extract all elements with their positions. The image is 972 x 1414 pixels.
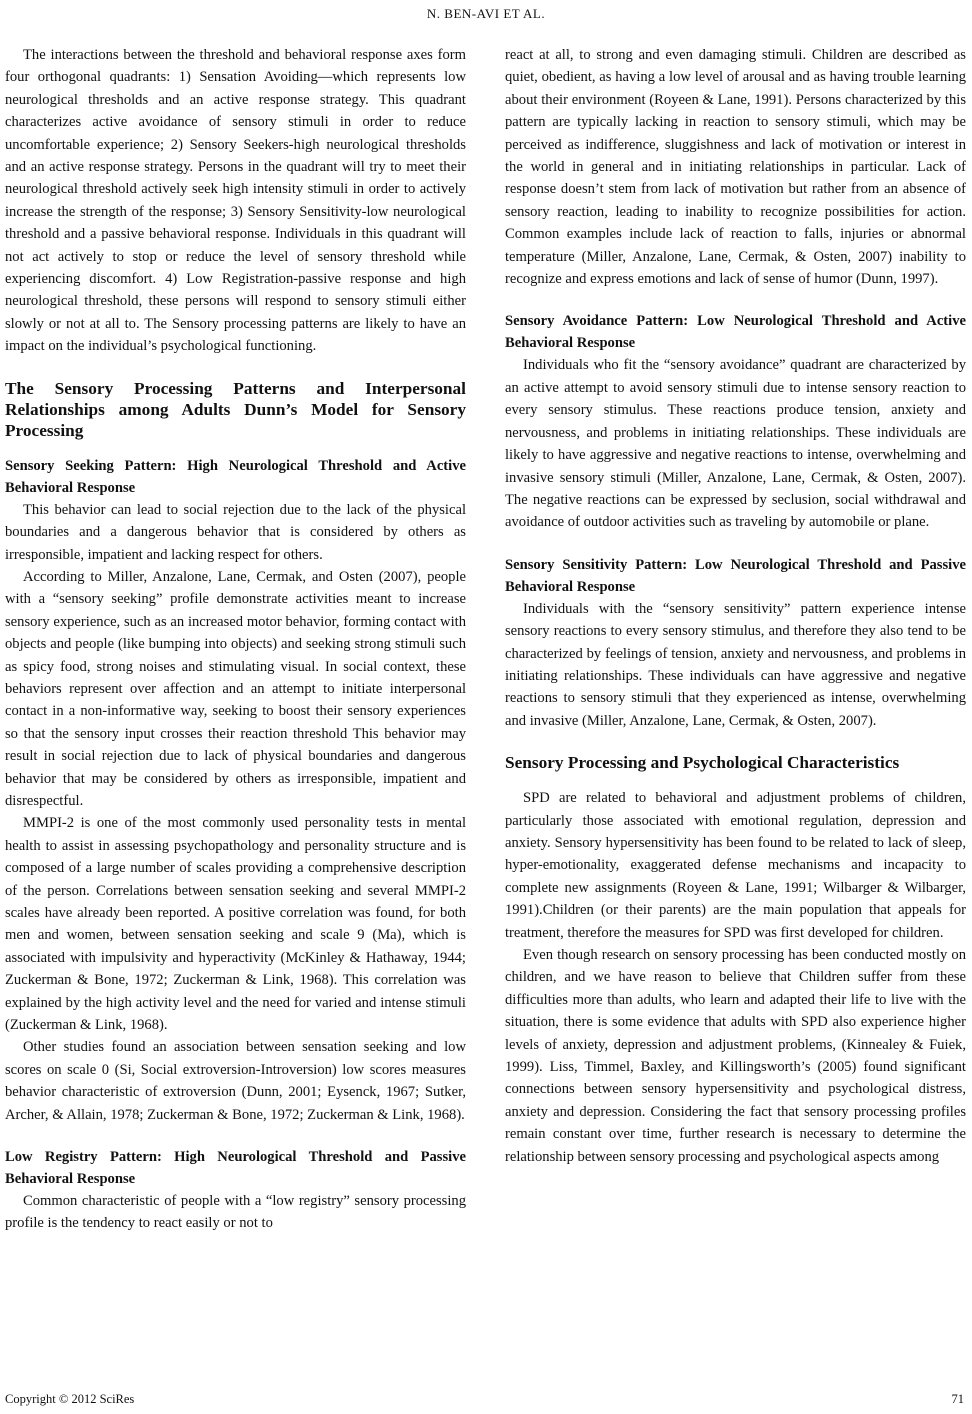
section-heading-psychological: Sensory Processing and Psychological Characteristics bbox=[505, 753, 900, 773]
subheading-sensory-sensitivity: Sensory Sensitivity Pattern: Low Neurological Threshold and Passive Behavioral Response bbox=[505, 556, 966, 595]
paragraph-registry-1: Common characteristic of people with a “low registry” sensory processing profile is the tendency to react easily or not to bbox=[5, 1193, 466, 1232]
right-column bbox=[505, 44, 966, 1168]
paragraph-seeking-2: According to Miller, Anzalone, Lane, Cermak, and Osten (2007), people with a “sensory seeking” profile demonstrate activities meant to increase sensory experience, such as an increased motor behavior, forming contact with objects and people (like bumping into objects) and seeking strong stimuli such as spicy food, strong noises and stimulating visual. In social context, these behaviors represent over affection and an attempt to initiate interpersonal contact in a non-informative way, seeking to boost their sensory experiences so that the sensory input crosses their reaction threshold This behavior may result in social rejection due to lack of physical boundaries and dangerous behavior that may be considered by others as irresponsible, impatient and disrespectful. bbox=[5, 568, 466, 809]
paragraph-seeking-4: Other studies found an association between sensation seeking and low scores on scale 0 (Si, Social extroversion-Introversion) low scores measures behavior characteristic of extroversion (Dunn, 2001; Eysenck, 1967; Sutker, Archer, & Allain, 1978; Zuckerman & Bone, 1972; Zuckerman & Link, 1968). bbox=[5, 1039, 466, 1123]
paragraph-seeking-1: This behavior can lead to social rejection due to the lack of the physical boundaries and a dangerous behavior that is considered by others as irresponsible, impatient and lacking respect for others. bbox=[5, 501, 466, 563]
footer-page-number: 71 bbox=[951, 1392, 964, 1406]
left-column bbox=[5, 44, 466, 1235]
subheading-low-registry: Low Registry Pattern: High Neurological Threshold and Passive Behavioral Response bbox=[5, 1149, 466, 1188]
paragraph-intro: The interactions between the threshold and behavioral response axes form four orthogonal quadrants: 1) Sensation Avoiding—which represents low neurological thresholds and an active response strategy. This quadrant characterizes active avoidance of sensory stimuli in order to reduce uncomfortable experience; 2) Sensory Seekers-high neurological thresholds and an active response strategy. Persons in the quadrant will try to meet their neurological threshold actively seek high intensity stimuli in order to actively increase the strength of the response; 3) Sensory Sensitivity-low neurological threshold and a passive behavioral response. Individuals in this quadrant will not act actively to stop or reduce the level of sensory threshold while experiencing discomfort. 4) Low Registration-passive response and high neurological threshold, these persons will respond to sensory stimuli either slowly or not at all to. The Sensory processing patterns are likely to have an impact on the individual’s psychological functioning. bbox=[5, 47, 466, 355]
footer-copyright: Copyright © 2012 SciRes bbox=[5, 1392, 135, 1406]
subheading-sensory-seeking: Sensory Seeking Pattern: High Neurological Threshold and Active Behavioral Response bbox=[5, 457, 466, 496]
paragraph-sensitivity: Individuals with the “sensory sensitivity” pattern experience intense sensory reactions to every sensory stimulus, and therefore they also tend to be characterized by feelings of tension, anxiety and nervousness, and problems in initiating relationships. These individuals can have aggressive and negative reactions to sensory stimuli that they experienced as intense, overwhelming and invasive (Miller, Anzalone, Lane, Cermak, & Osten, 2007). bbox=[505, 600, 966, 729]
paragraph-registry-continued: react at all, to strong and even damaging stimuli. Children are described as quiet, obedient, as having a low level of arousal and as having trouble learning about their environment (Royeen & Lane, 1991). Persons characterized by this pattern are typically lacking in reaction to sensory stimuli, which may be perceived as indifference, sluggishness and lack of motivation or interest in the world in general and in initiating relationships in particular. Lack of response doesn’t stem from lack of motivation but rather from an absence of sensory reaction, leading to inability to recognize possibilities for action. Common examples include lack of reaction to falls, injuries or abnormal temperature (Miller, Anzalone, Lane, Cermak, & Osten, 2007) inability to recognize and express emotions and lack of sense of humor (Dunn, 1997). bbox=[505, 47, 966, 288]
paragraph-seeking-3: MMPI-2 is one of the most commonly used personality tests in mental health to assist in assessing psychopathology and personality structure and is composed of a large number of scales providing a comprehensive description of the person. Correlations between sensation seeking and several MMPI-2 scales have already been reported. A positive correlation was found, for both men and women, between sensation seeking and scale 9 (Ma), which is associated with impulsivity and hyperactivity (McKinley & Hathaway, 1944; Zuckerman & Bone, 1972; Zuckerman & Link, 1968). This correlation was explained by the high activity level and the need for varied and intense stimuli (Zuckerman & Link, 1968). bbox=[5, 815, 466, 1034]
paragraph-avoidance: Individuals who fit the “sensory avoidance” quadrant are characterized by an active attempt to avoid sensory stimuli due to intense sensory reaction to every sensory stimulus. These reactions produce tension, anxiety and nervousness, and problems in initiating relationships. These individuals are likely to have aggressive and negative reactions to intense, overwhelming and invasive sensory stimuli (Miller, Anzalone, Lane, Cermak, & Osten, 2007). The negative reactions can be expressed by seclusion, social withdrawal and avoidance of outdoor activities such as traveling by automobile or plane. bbox=[505, 357, 966, 531]
paragraph-psych-1: SPD are related to behavioral and adjustment problems of children, particularly those associated with emotional regulation, depression and anxiety. Sensory hypersensitivity has been found to be related to lack of sleep, hyper-emotionality, exaggerated defense mechanisms and incapacity to complete new assignments (Royeen & Lane, 1991; Wilbarger & Wilbarger, 1991).Children (or their parents) are the main population that appeals for treatment, therefore the measures for SPD was first developed for children. bbox=[505, 790, 966, 941]
paragraph-psych-2: Even though research on sensory processing has been conducted mostly on children, and we have reason to believe that Children suffer from these difficulties more than adults, who learn and adapted their life to live with the situation, there is some evidence that adults with SPD also experience higher levels of anxiety, depression and adjustment problems, (Kinnealey & Fuiek, 1999). Liss, Timmel, Baxley, and Killingsworth’s (2005) found significant connections between sensory hypersensitivity and psychological distress, anxiety and depression. Considering the fact that sensory processing profiles remain constant over time, further research is necessary to determine the relationship between sensory processing and psychological aspects among bbox=[505, 947, 966, 1165]
section-heading-sensory-patterns: The Sensory Processing Patterns and Interpersonal Relationships among Adults Dunn’s Model for Sensory Processing bbox=[5, 378, 466, 440]
subheading-sensory-avoidance: Sensory Avoidance Pattern: Low Neurological Threshold and Active Behavioral Response bbox=[505, 313, 966, 352]
running-head: N. BEN-AVI ET AL. bbox=[426, 6, 546, 21]
